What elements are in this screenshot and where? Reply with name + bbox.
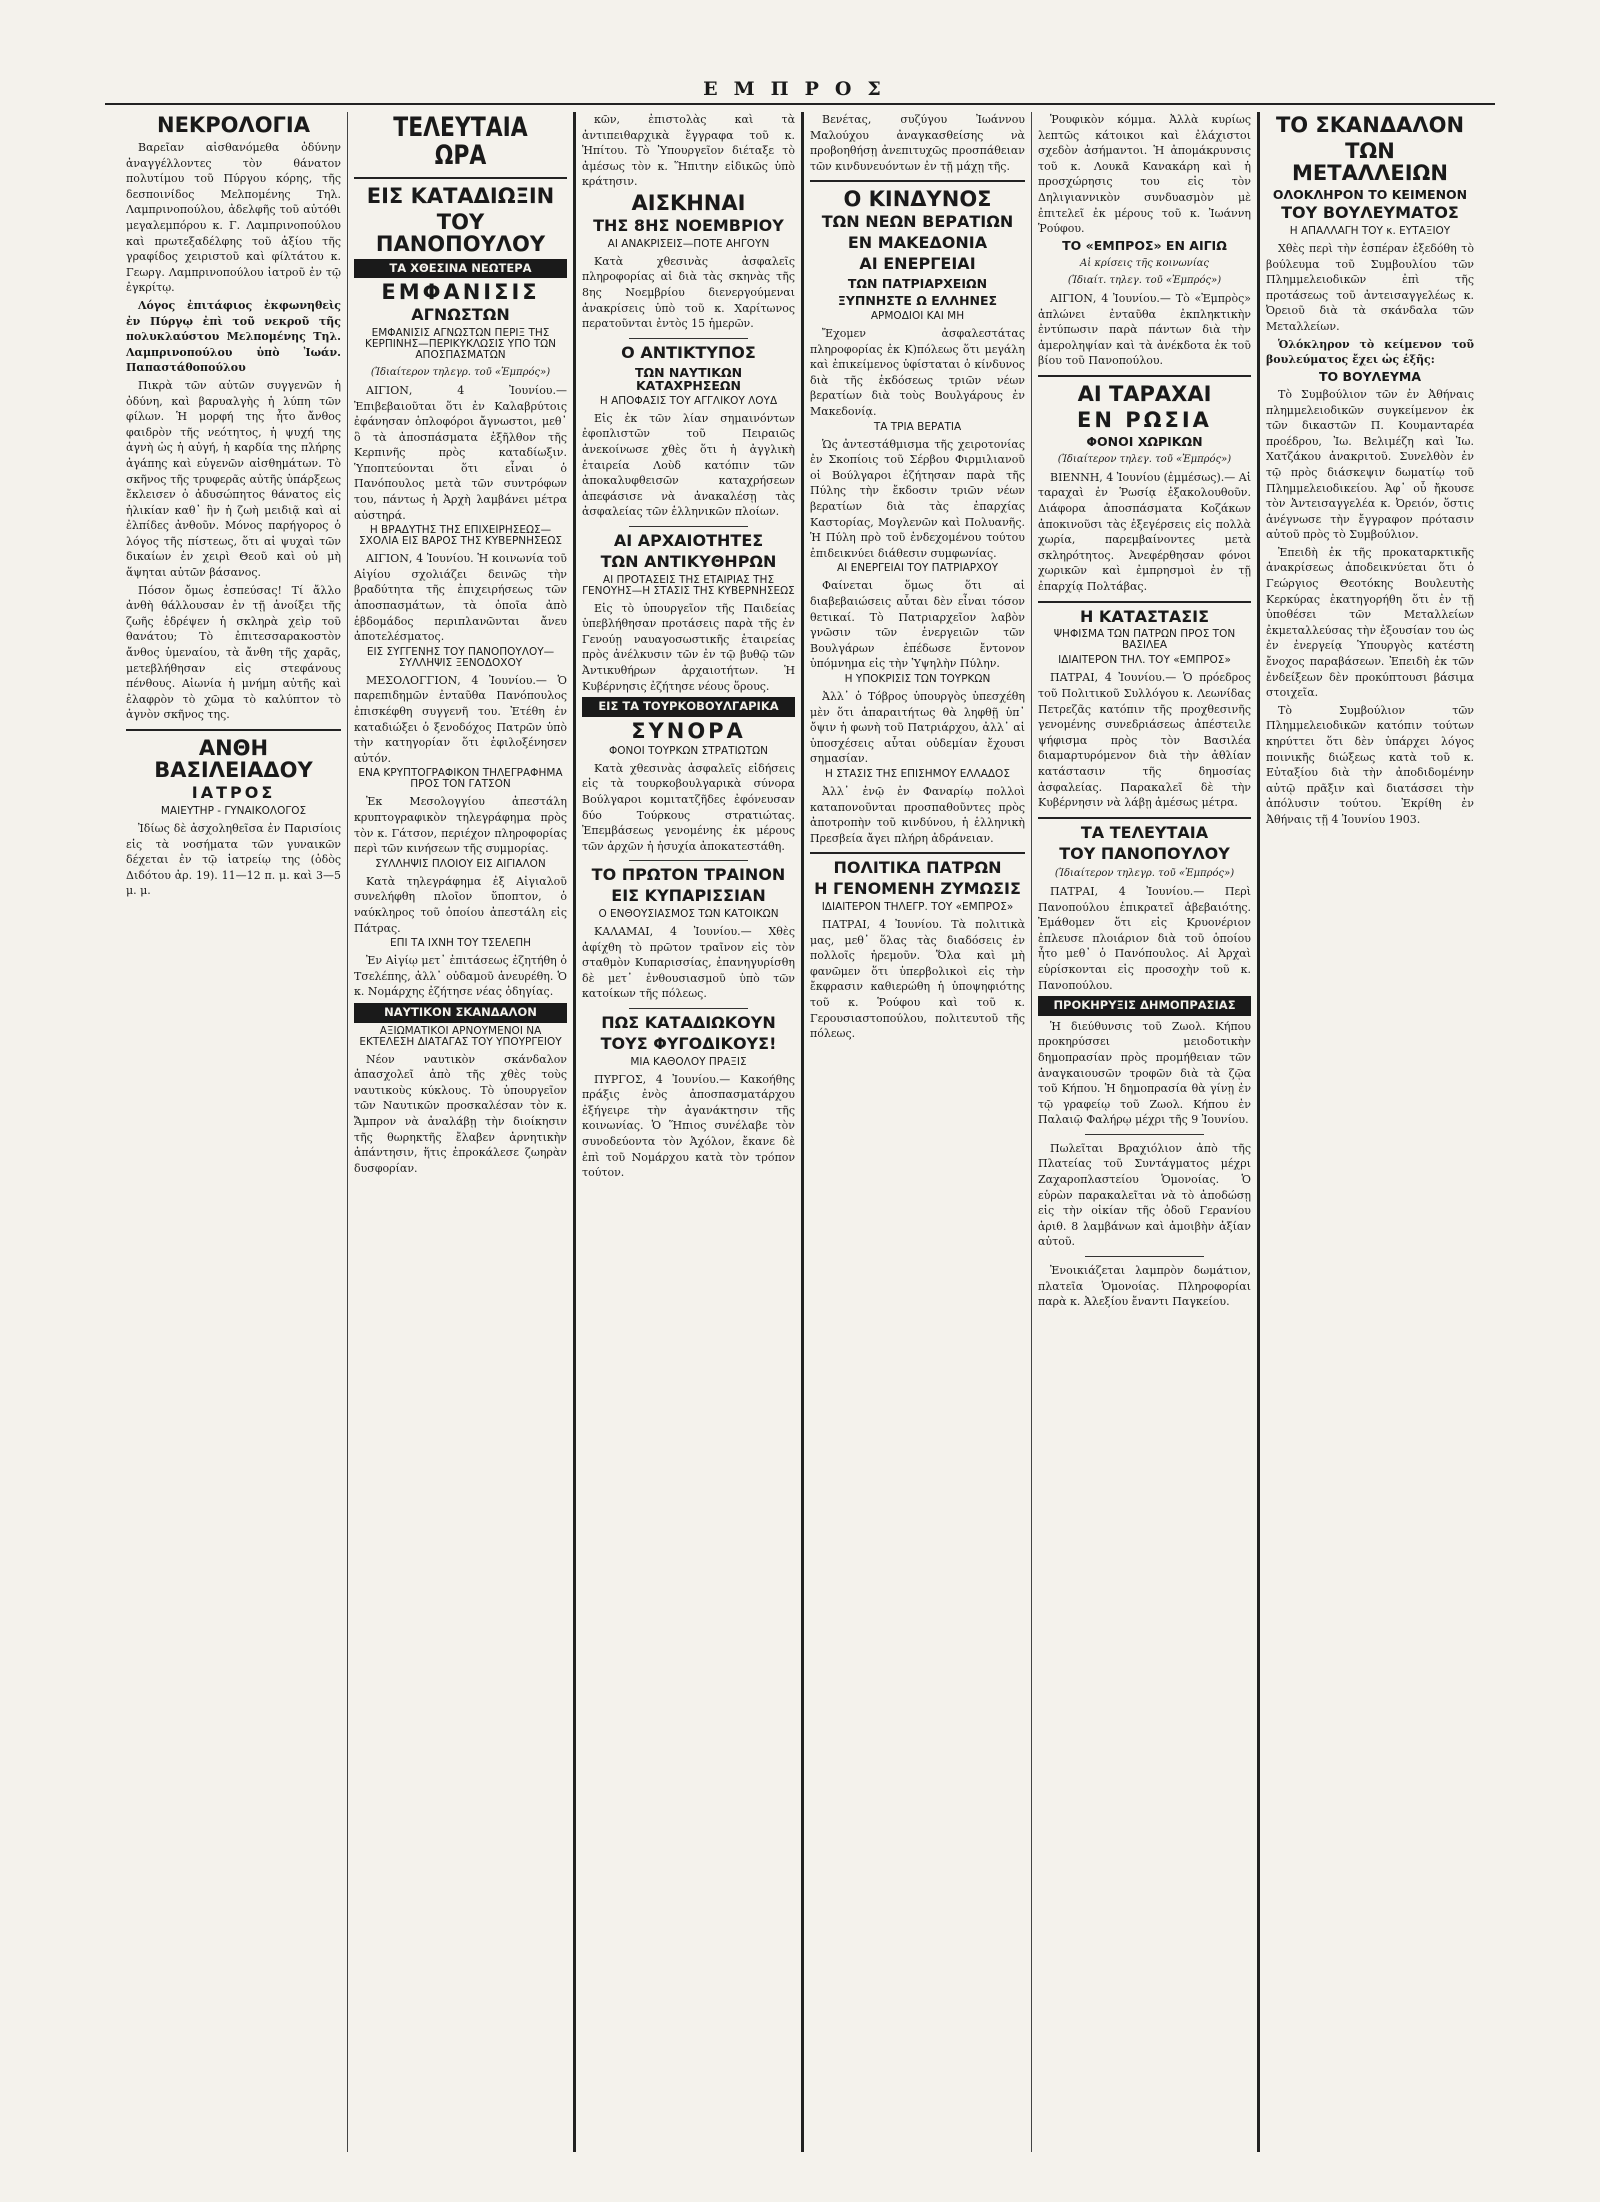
divider bbox=[810, 852, 1025, 854]
subheading: ΑΞΙΩΜΑΤΙΚΟΙ ΑΡΝΟΥΜΕΝΟΙ ΝΑ ΕΚΤΕΛΕΣΗ ΔΙΑΤΑΓΑΣ ΤΟΥ ΥΠΟΥΡΓΕΙΟΥ bbox=[359, 1024, 562, 1048]
article-paragraph: ΑΙΓΙΟΝ, 4 Ἰουνίου. Ἡ κοινωνία τοῦ Αἰγίου σχολιάζει δεινῶς τὴν βραδύτητα τῆς ἐπιχειρήσεως τῶν ἀποσπασμάτων, τὰ ὁποῖα ἀπὸ ἑβδομάδος περιπλανῶνται ἄνευ ἀποτελέσματος. bbox=[354, 552, 567, 644]
patras-politics-heading: ΠΟΛΙΤΙΚΑ ΠΑΤΡΩΝ bbox=[833, 858, 1002, 878]
macedonia-heading: ΕΝ ΜΑΚΕΔΟΝΙΑ bbox=[847, 233, 988, 253]
ferment-heading: Η ΓΕΝΟΜΕΝΗ ΖΥΜΩΣΙΣ bbox=[814, 879, 1021, 899]
danger-heading: Ο ΚΙΝΔΥΝΟΣ bbox=[843, 187, 992, 212]
article-paragraph: Φαίνεται ὅμως ὅτι αἱ διαβεβαιώσεις αὗται δὲν εἶναι τόσον θετικαί. Τὸ Πατριαρχεῖον λαβὸν γνῶσιν τῶν ἐνεργειῶν τῶν Βουλγάρων ἐπέδωσε ἔντονον ὑπόμνημα εἰς τὴν Ὑψηλὴν Πύλην. bbox=[810, 579, 1025, 671]
panopoulos-heading-2: ΤΟΥ ΠΑΝΟΠΟΥΛΟΥ bbox=[1059, 843, 1230, 863]
article-paragraph: Χθὲς περὶ τὴν ἑσπέραν ἐξεδόθη τὸ βούλευμα τοῦ Συμβουλίου τῶν Πλημμελειοδικῶν ἐπὶ τῆς προτάσεως τοῦ ἀντεισαγγελέως κ. Ὀρειοῦ διὰ τὰ σκάνδαλα τῶν Μεταλλείων. bbox=[1266, 242, 1474, 334]
fugitives-heading-2: ΤΟΥΣ ΦΥΓΟΔΙΚΟΥΣ! bbox=[600, 1033, 777, 1053]
article-paragraph: ΠΑΤΡΑΙ, 4 Ἰουνίου.— Περὶ Πανοπούλου ἐπικρατεῖ ἀβεβαιότης. Ἐμάθομεν ὅτι εἰς Κρυονέριον ἐπλευσε πλοιάριον διὰ τοῦ ὁποίου ἦτο μεθ᾽ ὁ Πανόπουλος. Αἱ Ἀρχαὶ εὑρίσκονται εἰς προσοχὴν τοῦ κ. Πανοπούλου. bbox=[1038, 884, 1251, 992]
scenes-heading: ΑΙΣΚΗΝΑΙ bbox=[631, 190, 746, 215]
divider bbox=[1038, 375, 1251, 377]
funeral-speech-body: Πικρὰ τῶν αὐτῶν συγγενῶν ἡ ὀδύνη, καὶ βαρυαλγὴς ἡ λύπη τῶν φίλων. Ἡ μορφή της ἦτο ἄνθος φαιδρὸν τῆς νεότητος, ἡ ψυχή της ἁγνὴ ὡς ἡ αὐγή, ἡ καρδία της πλήρης ἀγάπης καὶ εὐγενῶν αἰσθημάτων. Τὸ σκῆνος τῆς τρυφερᾶς αὐτῆς ὑπάρξεως ἔκλεισεν ὁ ἀδυσώπητος θάνατος εἰς ἡλικίαν καθ᾽ ἣν ἡ ζωὴ μειδιᾷ καὶ αἱ ἐλπίδες ἀνθοῦν. Μόνος παρήγορος ὁ λόγος τῆς πίστεως, ὅτι αἱ ψυχαὶ τῶν δικαίων ἐν χειρὶ Θεοῦ καὶ οὐ μὴ ἅψηται αὐτῶν βάσανος. bbox=[126, 378, 341, 580]
divider bbox=[629, 526, 748, 527]
funeral-speech-body-2: Πόσον ὄμως ἐσπεύσας! Τί ἄλλο ἀνθὴ θάλλουσαν ἐν τῇ ἀνοίξει τῆς ζωῆς ἐδρέψεν ἡ σκληρὰ χεὶρ τοῦ θανάτου; Τὸ ἐπιτεσσαρακοστὸν ἄνθος ὑμεναίου, τὰ ἄνθη τῆς χαρᾶς, μετεβλήθησαν εἰς στεφάνους πένθους. Αἰωνία ἡ μνήμη αὐτῆς καὶ ἐλαφρὸν τὸ χῶμα τὸ καλύπτον τὸ ἀγνὸν σκῆνος της. bbox=[126, 583, 341, 722]
subheading: ΕΝΑ ΚΡΥΠΤΟΓΡΑΦΙΚΟΝ ΤΗΛΕΓΡΑΦΗΜΑ ΠΡΟΣ ΤΟΝ ΓΑΤΣΟΝ bbox=[358, 767, 563, 791]
subheading: ΕΠΙ ΤΑ ΙΧΝΗ ΤΟΥ ΤΣΕΛΕΠΗ bbox=[390, 937, 531, 950]
article-paragraph: Ὁλόκληρον τὸ κείμενον τοῦ βουλεύματος ἔχει ὡς ἑξῆς: bbox=[1266, 337, 1474, 367]
telegram-note: (Ἰδιαίτερον τηλεγ. τοῦ «Ἐμπρός») bbox=[1057, 454, 1232, 466]
masthead-rule bbox=[105, 103, 1495, 105]
doctor-ad-title: ΙΑΤΡΟΣ bbox=[191, 783, 276, 803]
masthead bbox=[0, 0, 1600, 108]
article-paragraph: Ἔχομεν ἀσφαλεστάτας πληροφορίας ἐκ Κ)πόλεως ὅτι μεγάλη καὶ ἐπικείμενος ὑφίσταται ὁ κίνδυνος διὰ τῆς ἐκδόσεως τριῶν νέων βερατίων διὰ τοὺς Βουλγάρους ἐν Μακεδονίᾳ. bbox=[810, 327, 1025, 419]
repercussion-heading: Ο ΑΝΤΙΚΤΥΠΟΣ bbox=[621, 342, 756, 362]
article-paragraph: ΑΙΓΙΟΝ, 4 Ἰουνίου.— Τὸ «Ἐμπρὸς» ἀπλώνει ἐνταῦθα ἐκπληκτικὴν ἐντύπωσιν παρὰ πάντων διὰ τὴν ἀμεροληψίαν καὶ τὰ ἀνέκδοτα ἐκ τοῦ βίου τοῦ Πανοπούλου. bbox=[1038, 292, 1251, 368]
article-paragraph: Ἐν Αἰγίῳ μετ᾽ ἐπιτάσεως ἐζητήθη ὁ Τσελέπης, ἀλλ᾽ οὐδαμοῦ ἀνευρέθη. Ὁ κ. Νομάρχης ἐζήτησε νέας ὁδηγίας. bbox=[354, 954, 567, 999]
subheading: ΨΗΦΙΣΜΑ ΤΩΝ ΠΑΤΡΩΝ ΠΡΟΣ ΤΟΝ ΒΑΣΙΛΕΑ bbox=[1053, 628, 1236, 652]
article-paragraph: ΠΥΡΓΟΣ, 4 Ἰουνίου.— Κακοήθης πράξις ἐνὸς ἀποσπασματάρχου ἐξήγειρε τὴν ἀγανάκτησιν τῆς κοινωνίας. Ὁ Ἥπιος συνέλαβε τὸν συνοδεύοντα τὸν Ἀχόλον, ἔκανε δὲ ἐπὶ τοῦ Νομάρχου κατὰ τὸν τρόπον τούτον. bbox=[582, 1072, 795, 1180]
doctor-ad-heading: ΑΝΘΗ ΒΑΣΙΛΕΙΑΔΟΥ bbox=[154, 736, 313, 783]
article-paragraph: ΠΑΤΡΑΙ, 4 Ἰουνίου.— Ὁ πρόεδρος τοῦ Πολιτικοῦ Συλλόγου κ. Λεωνίδας Πετρεζᾶς κατόπιν τῆς προχθεσινῆς γενομένης συνεδριάσεως ἀπέστειλε ψήφισμα πρὸς τὸν Βασιλέα διαμαρτυρόμενον διὰ τὴν ἀθλίαν κατάστασιν τῆς δημοσίας ἀσφαλείας. Παρακαλεῖ δὲ τὴν Κυβέρνησιν νὰ λάβῃ ἀμέσως μέτρα. bbox=[1038, 671, 1251, 810]
subheading: ΙΔΙΑΙΤΕΡΟΝ ΤΗΛ. ΤΟΥ «ΕΜΠΡΟΣ» bbox=[1058, 654, 1231, 667]
emprós-aigion-heading: ΤΟ «ΕΜΠΡΟΣ» ΕΝ ΑΙΓΙΩ bbox=[1062, 237, 1227, 253]
article-paragraph: Ἐκ Μεσολογγίου ἀπεστάλη κρυπτογραφικὸν τηλεγράφημα πρὸς τὸν κ. Γάτσον, περιέχον πληροφορίας περὶ τῶν κινήσεων τῆς συμμορίας. bbox=[354, 795, 567, 856]
turko-bulgarian-bar: ΕΙΣ ΤΑ ΤΟΥΡΚΟΒΟΥΛΓΑΡΙΚΑ bbox=[582, 697, 795, 717]
full-text-heading: ΟΛΟΚΛΗΡΟΝ ΤΟ ΚΕΙΜΕΝΟΝ bbox=[1272, 187, 1468, 203]
article-paragraph: Ἐπειδὴ ἐκ τῆς προκαταρκτικῆς ἀνακρίσεως ἀποδεικνύεται ὅτι ὁ Γεώργιος Θεοτόκης Βουλευτὴς Κερκύρας ἐκατηγορήθη ὅτι ἐν τῇ ὑποθέσει τῶν Μεταλλείων ἐκμεταλλεύσας τὴν ἐξουσίαν του ὡς ἐν ἐνεργείᾳ Ὑπουργὸς κατέστη ἔνοχος παραβάσεων. Ἐπειδὴ ἐκ τῶν ἐνδείξεων δὲν προκύπτουσι βάσιμα στοιχεῖα. bbox=[1266, 545, 1474, 700]
subheading: ΦΟΝΟΙ ΤΟΥΡΚΩΝ ΣΤΡΑΤΙΩΤΩΝ bbox=[609, 744, 768, 757]
fugitives-heading: ΠΩΣ ΚΑΤΑΔΙΩΚΟΥΝ bbox=[601, 1013, 776, 1032]
subheading: ΑΡΜΟΔΙΟΙ ΚΑΙ ΜΗ bbox=[870, 310, 965, 323]
subheading: ΜΙΑ ΚΑΘΟΛΟΥ ΠΡΑΞΙΣ bbox=[630, 1055, 747, 1068]
subheading: ΑΙ ΑΝΑΚΡΙΣΕΙΣ—ΠΟΤΕ ΑΗΓΟΥΝ bbox=[607, 237, 770, 250]
column-2 bbox=[348, 112, 576, 2152]
obituary-body: Βαρεῖαν αἰσθανόμεθα ὀδύνην ἀναγγέλλοντες τὸν θάνατον πολυτίμου τοῦ Πύργου κόρης, τῆς δεσποινίδος Μελπομένης Τηλ. Λαμπρινοπούλου, ἀδελφῆς τοῦ αὐτόθι μεγαλεμπόρου κ. Γ. Λαμπρινοπούλου καὶ πρωτεξαδέλφης τοῦ ἀξίου τῆς γραφίδος χειριστοῦ καὶ φίλτάτου κ. Γεωργ. Λαμπρινοπούλου ἰατροῦ ἐν τῷ ἐγκρίτῳ. bbox=[126, 141, 341, 295]
appearance-heading: ΕΜΦΑΝΙΣΙΣ bbox=[381, 280, 540, 305]
article-paragraph: Εἰς ἐκ τῶν λίαν σημαινόντων ἐφοπλιστῶν τοῦ Πειραιῶς ἀνεκοίνωσε χθὲς ὅτι ἡ ἀγγλικὴ ἑταιρεία Λοὺδ κατόπιν τῶν ἀποκαλυφθεισῶν καταχρήσεων ἀπεφάσισε νὰ ἀνακαλέσῃ τὰς ἀσφαλείας τῶν ἑλληνικῶν πλοίων. bbox=[582, 411, 795, 519]
unknowns-heading: ΑΓΝΩΣΤΩΝ bbox=[411, 305, 510, 325]
actions-heading: ΑΙ ΕΝΕΡΓΕΙΑΙ bbox=[859, 254, 976, 274]
column-4 bbox=[804, 112, 1032, 2152]
patriarchates-heading: ΤΩΝ ΠΑΤΡΙΑΡΧΕΙΩΝ bbox=[847, 275, 988, 291]
naval-abuses-heading: ΤΩΝ ΝΑΥΤΙΚΩΝ ΚΑΤΑΧΡΗΣΕΩΝ bbox=[634, 364, 743, 393]
article-paragraph: ΜΕΣΟΛΟΓΓΙΟΝ, 4 Ἰουνίου.— Ὁ παρεπιδημῶν ἐνταῦθα Πανόπουλος ἐπισκέφθη συγγενῆ του. Ἐτέθη ἐν καταδιώξει ὁ ξενοδόχος Πατρῶν ὑπὸ τὴν κατηγορίαν ὅτι ἐφιλοξένησεν αὐτόν. bbox=[354, 673, 567, 765]
telegram-note: (Ἰδιαίτ. τηλεγ. τοῦ «Ἐμπρός») bbox=[1067, 275, 1222, 287]
divider bbox=[810, 180, 1025, 182]
first-train-heading: ΤΟ ΠΡΩΤΟΝ ΤΡΑΙΝΟΝ bbox=[591, 865, 786, 885]
article-paragraph: Νέον ναυτικὸν σκάνδαλον ἀπασχολεῖ ἀπὸ τῆς χθὲς τοὺς ναυτικοὺς κύκλους. Τὸ ὑπουργεῖον τῶν Ναυτικῶν προσκαλέσαν τὸν κ. Ἄμπρον νὰ ἀναλάβῃ τὴν διοίκησιν τῆς θωρηκτῆς ἔλαβεν ἀρνητικὴν ἀπάντησιν, ἥτις ἐπροκάλεσε ζωηρὰν δυσφορίαν. bbox=[354, 1052, 567, 1175]
mines-heading: ΤΩΝ ΜΕΤΑΛΛΕΙΩΝ bbox=[1292, 139, 1448, 186]
subheading: Η ΥΠΟΚΡΙΣΙΣ ΤΩΝ ΤΟΥΡΚΩΝ bbox=[844, 672, 991, 685]
article-paragraph: κῶν, ἐπιστολὰς καὶ τὰ ἀντιπειθαρχικὰ ἔγγραφα τοῦ κ. Ἡπίτου. Τὸ Ὑπουργεῖον διέταξε τὸ ἀμέσως τὸν κ. Ἥπιτην εἰδικῶς ὑπὸ κράτησιν. bbox=[582, 113, 795, 189]
article-paragraph: Τὸ Συμβούλιον τῶν ἐν Ἀθήναις πλημμελειοδικῶν συγκείμενον ἐκ τῶν δικαστῶν Π. Κουμανταρέα προέδρου, Ἰω. Βελιμέζη καὶ Ἰω. Χατζάκου ἀνακριτοῦ. Συνελθὸν ἐν τῷ πρὸς διάσκεψιν δωματίῳ τοῦ Πλημμελειοδικείου. Ἀφ᾽ οὗ ἤκουσε τὸν Ἀντεισαγγελέα κ. Ὀρειόν, ὅστις ἀνέγνωσε τὴν ἔγγραφον πρότασιν αὐτοῦ πρὸς τὸ Συμβούλιον. bbox=[1266, 387, 1474, 542]
subheading: ΑΙ ΕΝΕΡΓΕΙΑΙ ΤΟΥ ΠΑΤΡΙΑΡΧΟΥ bbox=[836, 562, 998, 575]
antiquities-heading: ΑΙ ΑΡΧΑΙΟΤΗΤΕΣ bbox=[613, 531, 764, 551]
subheading: ΣΥΛΛΗΨΙΣ ΠΛΟΙΟΥ ΕΙΣ ΑΙΓΙΑΛΟΝ bbox=[375, 857, 546, 870]
latest-heading: ΤΑ ΤΕΛΕΥΤΑΙΑ bbox=[1080, 822, 1209, 842]
divider bbox=[629, 860, 748, 861]
classified-ad: Ἡ διεύθυνσις τοῦ Ζωολ. Κήπου προκηρύσσει μειοδοτικὴν δημοπρασίαν πρὸς προμήθειαν τῶν ἀναγκαιουσῶν τροφῶν διὰ τὰ ζῷα τοῦ Κήπου. Ἡ δημοπρασία θὰ γίνῃ ἐν τῷ γραφείῳ τοῦ Ζωολ. Κήπου ἐν Παλαιῷ Φαλήρῳ μέχρι τῆς 9 Ἰουνίου. bbox=[1038, 1019, 1251, 1127]
article-paragraph: Κατὰ χθεσινὰς ἀσφαλεῖς εἰδήσεις εἰς τὰ τουρκοβουλγαρικὰ σύνορα Βούλγαροι κομιτατζῆδες ἐφόνευσαν δύο Τούρκους στρατιώτας. Ἐπεμβάσεως γενομένης ἐκ μέρους τῶν ἀρχῶν ἡ ἡσυχία ἀποκατεστάθη. bbox=[582, 761, 795, 853]
article-paragraph: Ἀλλ᾽ ἐνῷ ἐν Φαναρίῳ πολλοὶ καταπονοῦνται προσπαθοῦντες πρὸς ἀποτροπὴν τοῦ κινδύνου, ἡ ἑλληνικὴ Πρεσβεία ἄγει πλήρη ἀδράνειαν. bbox=[810, 784, 1025, 845]
article-paragraph: Τὸ Συμβούλιον τῶν Πλημμελειοδικῶν κατόπιν τούτων κηρύττει ὅτι δὲν ὑπάρχει λόγος ποινικῆς διώξεως κατὰ τοῦ κ. Εὐταξίου διὰ τὴν ἀποδιδομένην αὐτῷ πρᾶξιν καὶ διατάσσει τὴν ἀπόλυσιν τούτου. Ἐκρίθη ἐν Ἀθήναις τῇ 4 Ἰουνίου 1903. bbox=[1266, 703, 1474, 826]
subheading: Η ΒΡΑΔΥΤΗΣ ΤΗΣ ΕΠΙΧΕΙΡΗΣΕΩΣ—ΣΧΟΛΙΑ ΕΙΣ ΒΑΡΟΣ ΤΗΣ ΚΥΒΕΡΝΗΣΕΩΣ bbox=[359, 524, 562, 548]
antikythera-heading: ΤΩΝ ΑΝΤΙΚΥΘΗΡΩΝ bbox=[600, 551, 777, 571]
column-5 bbox=[1032, 112, 1260, 2152]
divider bbox=[1038, 601, 1251, 603]
subheading: ΙΔΙΑΙΤΕΡΟΝ ΤΗΛΕΓΡ. ΤΟΥ «ΕΜΠΡΟΣ» bbox=[821, 900, 1014, 913]
article-paragraph: ΒΙΕΝΝΗ, 4 Ἰουνίου (ἐμμέσως).— Αἱ ταραχαὶ ἐν Ῥωσίᾳ ἐξακολουθοῦν. Διάφορα ἀποσπάσματα Κοζάκων ἀποκινοῦσι τὰς ἐξεγέρσεις εἰς πολλὰ χωρία, παρεμβαίνοντες μετὰ σκληρότητος. Ἀνεφέρθησαν φόνοι χωρικῶν καὶ ἐμπρησμοὶ ἐν τῇ ἐπαρχίᾳ Πολτάβας. bbox=[1038, 470, 1252, 593]
naval-scandal-bar: ΝΑΥΤΙΚΟΝ ΣΚΑΝΔΑΛΟΝ bbox=[354, 1003, 567, 1023]
kyparissia-heading: ΕΙΣ ΚΥΠΑΡΙΣΣΙΑΝ bbox=[611, 886, 766, 906]
classified-ad: Ἐνοικιάζεται λαμπρὸν δωμάτιον, πλατεῖα Ὁμονοίας. Πληροφορίαι παρὰ κ. Ἀλεξίου ἔναντι Παγκείου. bbox=[1038, 1264, 1251, 1309]
scandal-heading: ΤΟ ΣΚΑΝΔΑΛΟΝ bbox=[1275, 113, 1465, 137]
article-paragraph: Εἰς τὸ ὑπουργεῖον τῆς Παιδείας ὑπεβλήθησαν προτάσεις παρὰ τῆς ἐν Γενούῃ ναυαγοσωστικῆς ἑταιρείας πρὸς ἀνέλκυσιν τῶν ἐν τῷ βυθῷ τῶν Ἀντικυθήρων ἀρχαιοτήτων. Ἡ Κυβέρνησις ἐζήτησε νέους ὅρους. bbox=[582, 601, 795, 693]
subheading: Η ΑΠΟΦΑΣΙΣ ΤΟΥ ΑΓΓΛΙΚΟΥ ΛΟΥΔ bbox=[599, 394, 778, 407]
auction-notice-bar: ΠΡΟΚΗΡΥΞΙΣ ΔΗΜΟΠΡΑΣΙΑΣ bbox=[1038, 996, 1251, 1016]
peasant-murders-heading: ΦΟΝΟΙ ΧΩΡΙΚΩΝ bbox=[1086, 434, 1203, 450]
divider bbox=[1038, 817, 1251, 819]
article-paragraph: Βενέτας, συζύγου Ἰωάννου Μαλούχου ἀναγκασθείσης νὰ προβοηθήσῃ ἀνεπιτυχῶς προσπάθειαν τῶν κινδυνευόντων ἐν τῇ μάχῃ τῆς. bbox=[810, 113, 1025, 173]
subheading: ΤΑ ΤΡΙΑ ΒΕΡΑΤΙΑ bbox=[873, 420, 962, 433]
article-paragraph: Κατὰ χθεσινὰς ἀσφαλεῖς πληροφορίας αἱ διὰ τὰς σκηνὰς τῆς 8ης Νοεμβρίου διενεργούμεναι ἀνακρίσεις ὑπὸ τοῦ κ. Χαρίτωνος περατοῦνται ἐντὸς 15 ἡμερῶν. bbox=[582, 254, 795, 331]
column-6 bbox=[1260, 112, 1480, 2152]
divider bbox=[1085, 1256, 1204, 1257]
subheading: Η ΣΤΑΣΙΣ ΤΗΣ ΕΠΙΣΗΜΟΥ ΕΛΛΑΔΟΣ bbox=[825, 767, 1010, 780]
borders-heading: ΣΥΝΟΡΑ bbox=[631, 718, 746, 743]
situation-heading: Η ΚΑΤΑΣΤΑΣΙΣ bbox=[1079, 606, 1210, 626]
columns bbox=[120, 112, 1480, 2152]
article-paragraph: ΠΑΤΡΑΙ, 4 Ἰουνίου. Τὰ πολιτικὰ μας, μεθ᾽ ὅλας τὰς διαδόσεις ἐν πολλοῖς ἠρεμοῦν. Ὅλα καὶ μὴ φανῶμεν ὅτι ὑπερβολικοὶ εἰς τὴν ἔκφρασιν καθιερώθη ἡ ὑποψηφιότης τοῦ κ. Ῥούφου καὶ τοῦ κ. Γερουσιαστοπούλου, πολιτευτοῦ τῆς πόλεως. bbox=[810, 917, 1025, 1041]
article-paragraph: Ῥουφικὸν κόμμα. Ἀλλὰ κυρίως λεπτῶς κάτοικοι καὶ ἐλάχιστοι σχεδὸν ἀσήμαντοι. Ἡ ἀπομάκρυνσις τοῦ κ. Λουκᾶ Κανακάρη καὶ ἡ προσχώρησις του εἰς τὸν Δηλιγιαννικὸν συνδυασμὸν μὲ ἐπιτελεῖ ἐκ μέρους τοῦ κ. Ἰωάννη Ῥούφου. bbox=[1038, 113, 1251, 236]
doctor-ad-body: Ἰδίως δὲ ἀσχοληθεῖσα ἐν Παρισίοις εἰς τὰ νοσήματα τῶν γυναικῶν δέχεται ἐν τῷ ἰατρείῳ της (ὁδὸς Διδότου ἀρ. 19). 11—12 π. μ. καὶ 3—5 μ. μ. bbox=[126, 821, 341, 898]
divider bbox=[1085, 1134, 1204, 1135]
divider bbox=[629, 338, 748, 339]
subheading: ΕΙΣ ΣΥΓΓΕΝΗΣ ΤΟΥ ΠΑΝΟΠΟΥΛΟΥ—ΣΥΛΛΗΨΙΣ ΞΕΝΟΔΟΧΟΥ bbox=[366, 645, 555, 669]
telegram-note: (Ἰδιαίτερον τηλεγρ. τοῦ «Ἐμπρός») bbox=[1054, 868, 1235, 880]
november-heading: ΤΗΣ 8ΗΣ ΝΟΕΜΒΡΙΟΥ bbox=[593, 216, 784, 236]
subheading: Ο ΕΝΘΟΥΣΙΑΣΜΟΣ ΤΩΝ ΚΑΤΟΙΚΩΝ bbox=[598, 908, 779, 921]
subheading: Αἱ κρίσεις τῆς κοινωνίας bbox=[1080, 257, 1209, 269]
last-hour-heading: ΤΕΛΕΥΤΑΙΑ ΩΡΑ bbox=[393, 112, 528, 172]
divider bbox=[629, 1008, 748, 1009]
panopoulos-heading: ΤΟΥ ΠΑΝΟΠΟΥΛΟΥ bbox=[375, 209, 546, 256]
article-paragraph: ΚΑΛΑΜΑΙ, 4 Ἰουνίου.— Χθὲς ἀφίχθη τὸ πρῶτον τραῖνον εἰς τὸν σταθμὸν Κυπαρισσίας, ἐπανηγυρίσθη δὲ μετ᾽ ἐνθουσιασμοῦ ὑπὸ τῶν κατοίκων τῆς πόλεως. bbox=[582, 925, 795, 1001]
russia-heading: ΕΝ ΡΩΣΙΑ bbox=[1077, 408, 1212, 433]
telegram-note: (Ἰδιαίτερον τηλεγρ. τοῦ «Ἐμπρός») bbox=[370, 367, 551, 379]
divider bbox=[126, 729, 341, 731]
riots-heading: ΑΙ ΤΑΡΑΧΑΙ bbox=[1077, 382, 1212, 407]
article-paragraph: Κατὰ τηλεγράφημα ἐξ Αἰγιαλοῦ συνελήφθη πλοῖον ὕποπτον, ὁ ναύκληρος τοῦ ὁποίου ἀπεστάλη εἰς Πάτρας. bbox=[354, 874, 567, 935]
article-paragraph: Ἀλλ᾽ ὁ Τόβρος ὑπουργὸς ὑπεσχέθη μὲν ὅτι ἀπαραιτήτως θὰ ληφθῇ ὑπ᾽ ὄψιν ἡ φωνὴ τοῦ Πατριάρχου, ἀλλ᾽ αἱ ὑποσχέσεις αὗται οὐδεμίαν ἔχουσι σημασίαν. bbox=[810, 690, 1025, 766]
column-3 bbox=[576, 112, 804, 2152]
subheading: ΕΜΦΑΝΙΣΙΣ ΑΓΝΩΣΤΩΝ ΠΕΡΙΞ ΤΗΣ ΚΕΡΠΙΝΗΣ—ΠΕΡΙΚΥΚΛΩΣΙΣ ΥΠΟ ΤΩΝ ΑΠΟΣΠΑΣΜΑΤΩΝ bbox=[365, 327, 556, 362]
ruling-heading: ΤΟ ΒΟΥΛΕΥΜΑ bbox=[1318, 368, 1422, 384]
subheading: Η ΑΠΑΛΛΑΓΗ ΤΟΥ κ. ΕΥΤΑΞΙΟΥ bbox=[1289, 225, 1451, 238]
berats-heading: ΤΩΝ ΝΕΩΝ ΒΕΡΑΤΙΩΝ bbox=[821, 212, 1014, 232]
newspaper-title: ΕΜΠΡΟΣ bbox=[703, 78, 897, 100]
funeral-speech-lead: Λόγος ἐπιτάφιος ἐκφωνηθεὶς ἐν Πύργῳ ἐπὶ τοῦ νεκροῦ τῆς πολυκλαύστου Μελπομένης Τηλ. Λαμπρινοπούλου ὑπὸ Ἰωάν. Παπαστάθοπούλου bbox=[126, 298, 341, 375]
classified-ad: Πωλεῖται Βραχιόλιον ἀπὸ τῆς Πλατείας τοῦ Συντάγματος μέχρι Ζαχαροπλαστείου Ὁμονοίας. Ὁ εὑρὼν παρακαλεῖται νὰ τὸ ἀποδώσῃ εἰς τὴν οἰκίαν τῆς ὁδοῦ Γερανίου ἀριθ. 8 λαμβάνων καὶ ἀμοιβὴν ἀξίαν αὐτοῦ. bbox=[1038, 1141, 1251, 1249]
obituary-heading: ΝΕΚΡΟΛΟΓΙΑ bbox=[157, 113, 310, 137]
doctor-ad-specialty: ΜΑΙΕΥΤΗΡ - ΓΥΝΑΙΚΟΛΟΓΟΣ bbox=[160, 804, 307, 817]
article-paragraph: Ὡς ἀντεστάθμισμα τῆς χειροτονίας ἐν Σκοπίοις τοῦ Σέρβου Φιρμιλιανοῦ οἱ Βούλγαροι ἐζήτησαν παρὰ τῆς Πύλης τὴν ἔκδοσιν τριῶν νέων βερατίων διὰ τὰς ἐπαρχίας Καστορίας, Μογλενῶν καὶ Πολυανῆς. Ἡ Πύλη πρὸ τοῦ ἐνδεχομένου τούτου ἐπιδεικνύει διάθεσιν συμφωνίας. bbox=[810, 437, 1025, 560]
article-paragraph: ΑΙΓΙΟΝ, 4 Ἰουνίου.— Ἐπιβεβαιοῦται ὅτι ἐν Καλαβρύτοις ἐφάνησαν ὁπλοφόροι ἄγνωστοι, μεθ᾽ ὃ τὰ ἀποσπάσματα ἐξῆλθον τῆς Κερπινῆς πρὸς καταδίωξιν. Ὑποπτεύονται ὅτι εἶναι ὁ Πανόπουλος μετὰ τῶν συντρόφων του, πάντως ἡ Ἀρχὴ λαμβάνει μέτρα αὐστηρά. bbox=[354, 383, 567, 522]
decision-heading: ΤΟΥ ΒΟΥΛΕΥΜΑΤΟΣ bbox=[1281, 203, 1459, 223]
wake-up-heading: ΞΥΠΝΗΣΤΕ Ω ΕΛΛΗΝΕΣ bbox=[837, 292, 998, 308]
subheading: ΑΙ ΠΡΟΤΑΣΕΙΣ ΤΗΣ ΕΤΑΙΡΙΑΣ ΤΗΣ ΓΕΝΟΥΗΣ—Η ΣΤΑΣΙΣ ΤΗΣ ΚΥΒΕΡΝΗΣΕΩΣ bbox=[582, 573, 795, 597]
latest-news-bar: ΤΑ ΧΘΕΣΙΝΑ ΝΕΩΤΕΡΑ bbox=[354, 259, 567, 279]
divider bbox=[354, 177, 567, 179]
column-1 bbox=[120, 112, 348, 2152]
pursuit-heading: ΕΙΣ ΚΑΤΑΔΙΩΞΙΝ bbox=[366, 183, 555, 208]
